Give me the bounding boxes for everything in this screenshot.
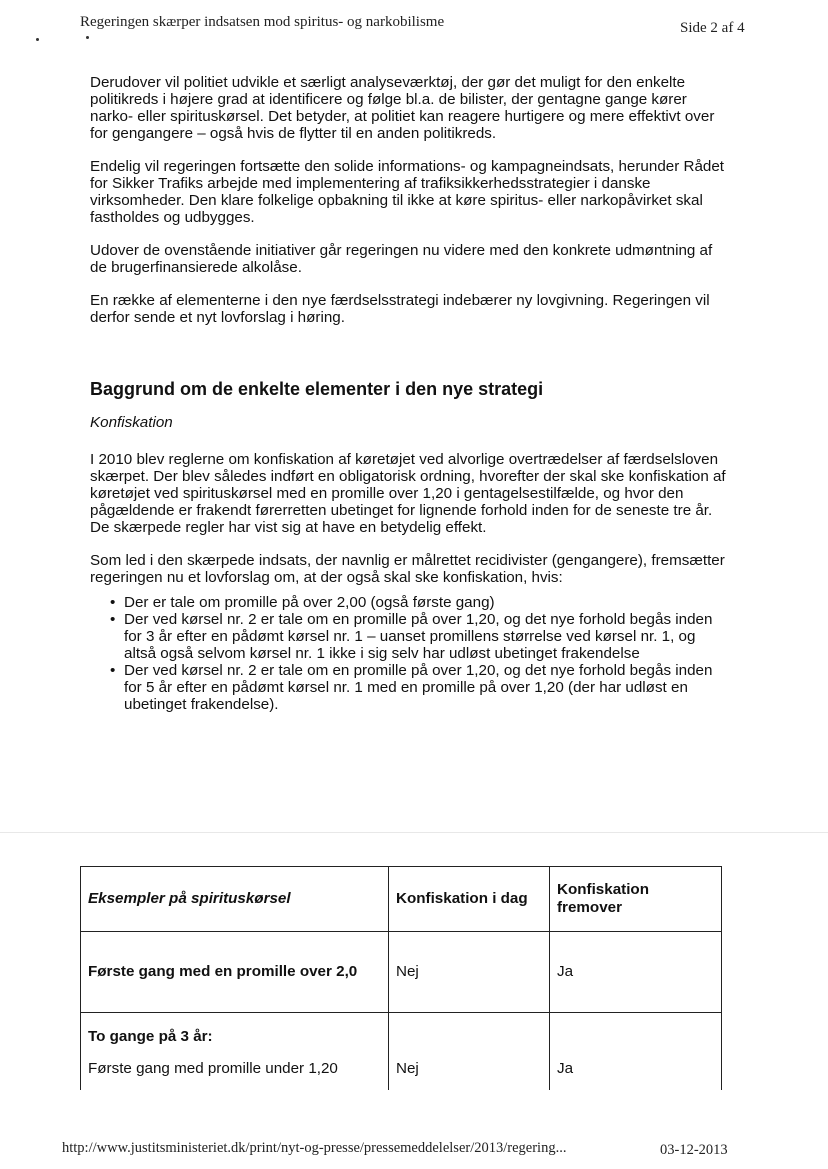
table-cell: Nej <box>389 932 550 1013</box>
table-cell: Ja <box>550 932 722 1013</box>
page-divider <box>0 832 828 833</box>
body-paragraph: Endelig vil regeringen fortsætte den solide informations- og kampagneindsats, herunder Rådet for Sikker Trafiks arbejde med implementering af trafiksikkerhedsstrategier i danske virksomheder. Den klare folkelige opbakning til ikke at køre spiritus- eller narkopåvirket skal fastholdes og udbygges. <box>90 158 725 226</box>
table-cell <box>389 1013 550 1094</box>
page-number: Side 2 af 4 <box>680 20 745 36</box>
column-header: Konfiskation fremover <box>550 867 722 932</box>
table-row <box>81 1013 722 1094</box>
section-subheading: Konfiskation <box>90 414 173 431</box>
table-row <box>81 932 722 1013</box>
source-url: http://www.justitsministeriet.dk/print/nyt-og-presse/pressemeddelelser/2013/regering... <box>62 1140 567 1156</box>
bullet-list <box>90 594 730 713</box>
body-paragraph: I 2010 blev reglerne om konfiskation af køretøjet ved alvorlige overtrædelser af færdselsloven skærpet. Der blev således indført en obligatorisk ordning, hvorefter der skal ske konfiskation af køretøjet ved spirituskørsel med en promille over 1,20 i gentagelsestilfælde, og hvor den pågældende er frakendt førerretten ubetinget for lignende forhold inden for de seneste tre år. De skærpede regler har vist sig at have en betydelig effekt. <box>90 451 726 536</box>
body-paragraph: Derudover vil politiet udvikle et særligt analyseværktøj, der gør det muligt for den enkelte politikreds i højere grad at identificere og følge bl.a. de bilister, der gentagne gange kører narko- eller spirituskørsel. Det betyder, at politiet kan reagere hurtigere og mere effektivt over for gengangere – også hvis de flytter til en anden politikreds. <box>90 74 715 142</box>
column-header: Konfiskation i dag <box>389 867 550 932</box>
list-item: • Der ved kørsel nr. 2 er tale om en promille på over 1,20, og det nye forhold begås inden for 5 år efter en pådømt kørsel nr. 1 med en promille på over 1,20 (der har udløst en ubetinget frakendelse). <box>124 662 730 713</box>
body-paragraph: Udover de ovenstående initiativer går regeringen nu videre med den konkrete udmøntning af de brugerfinansierede alkolåse. <box>90 242 713 276</box>
cell-value: Nej <box>396 1060 419 1077</box>
scan-speck <box>36 38 39 41</box>
examples-table <box>80 866 722 1094</box>
print-header-title: Regeringen skærper indsatsen mod spiritus- og narkobilisme <box>80 14 445 30</box>
table-cell: Første gang med en promille over 2,0 <box>81 932 389 1013</box>
print-header <box>0 14 828 44</box>
scan-speck <box>86 36 89 39</box>
table-header-row <box>81 867 722 932</box>
section-heading: Baggrund om de enkelte elementer i den nye strategi <box>90 379 544 399</box>
row-example: Første gang med promille under 1,20 <box>88 1060 338 1077</box>
print-footer <box>0 1140 828 1164</box>
body-paragraph: En række af elementerne i den nye færdselsstrategi indebærer ny lovgivning. Regeringen vil derfor sende et nyt lovforslag i høring. <box>90 292 710 326</box>
article-body <box>90 74 730 713</box>
table-cell <box>550 1013 722 1094</box>
body-paragraph: Som led i den skærpede indsats, der navnlig er målrettet recidivister (gengangere), fremsætter regeringen nu et lovforslag om, at der også skal ske konfiskation, hvis: <box>90 552 725 586</box>
list-item: • Der er tale om promille på over 2,00 (også første gang) <box>124 594 730 611</box>
list-item: • Der ved kørsel nr. 2 er tale om en promille på over 1,20, og det nye forhold begås inden for 3 år efter en pådømt kørsel nr. 1 – uanset promillens størrelse ved kørsel nr. 1, og altså også selvom kørsel nr. 1 ikke i sig selv har udløst ubetinget frakendelse <box>124 611 730 662</box>
column-header: Eksempler på spirituskørsel <box>81 867 389 932</box>
cell-value: Ja <box>557 1060 574 1077</box>
page-cut <box>80 1090 730 1100</box>
row-heading: To gange på 3 år: <box>88 1028 213 1045</box>
table-cell <box>81 1013 389 1094</box>
print-date: 03-12-2013 <box>660 1142 728 1158</box>
